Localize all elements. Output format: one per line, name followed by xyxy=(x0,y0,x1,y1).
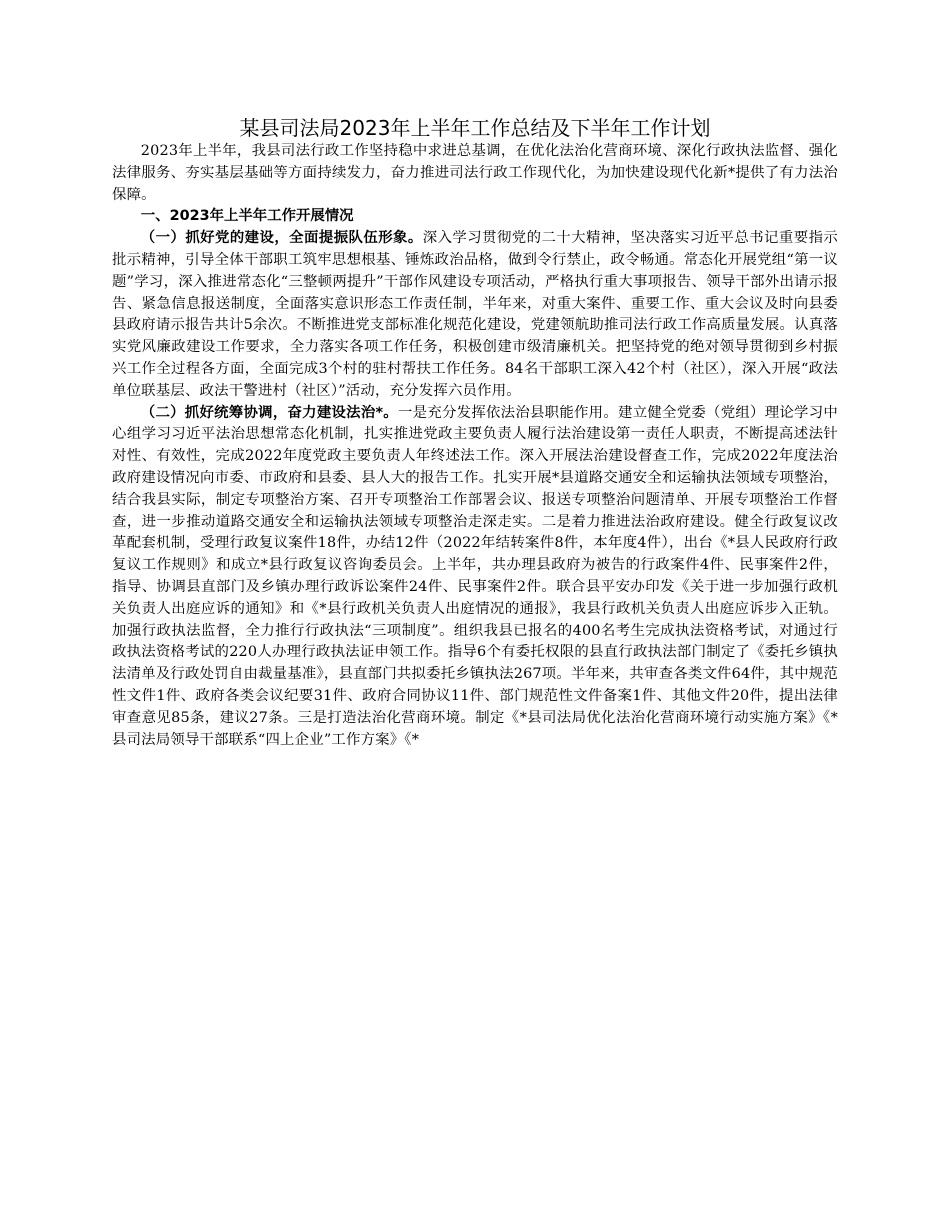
item-text-1: 深入学习贯彻党的二十大精神，坚决落实习近平总书记重要指示批示精神，引导全体干部职工筑牢思想根基、锤炼政治品格，做到令行禁止，政令畅通。常态化开展党组“第一议题”学习，深入推进常态化“三整顿两提升”干部作风建设专项活动，严格执行重大事项报告、领导干部外出请示报告、紧急信息报送制度，全面落实意识形态工作责任制，半年来，对重大案件、重要工作、重大会议及时向县委县政府请示报告共计5余次。不断推进党支部标准化规范化建设，党建领航助推司法行政工作高质量发展。认真落实党风廉政建设工作要求，全力落实各项工作任务，积极创建市级清廉机关。把坚持党的绝对领导贯彻到乡村振兴工作全过程各方面，全面完成3个村的驻村帮扶工作任务。84名干部职工深入42个村（社区），深入开展“政法单位联基层、政法干警进村（社区）”活动，充分发挥六员作用。 xyxy=(112,230,838,399)
document-body xyxy=(112,141,838,751)
item-lead-1: （一）抓好党的建设，全面提振队伍形象。 xyxy=(140,230,423,247)
document-title: 某县司法局2023年上半年工作总结及下半年工作计划 xyxy=(239,116,711,140)
item-paragraph-1 xyxy=(112,228,838,402)
section-heading-1: 一、2023年上半年工作开展情况 xyxy=(140,208,354,225)
intro-paragraph: 2023年上半年，我县司法行政工作坚持稳中求进总基调，在优化法治化营商环境、深化行政执法监督、强化法律服务、夯实基层基础等方面持续发力，奋力推进司法行政工作现代化，为加快建设现代化新*提供了有力法治保障。 xyxy=(112,143,838,203)
item-paragraph-2 xyxy=(112,403,838,752)
item-text-2: 一是充分发挥依法治县职能作用。建立健全党委（党组）理论学习中心组学习习近平法治思想常态化机制，扎实推进党政主要负责人履行法治建设第一责任人职责，不断提高述法针对性、有效性，完成2022年度党政主要负责人年终述法工作。深入开展法治建设督查工作，完成2022年度法治政府建设情况向市委、市政府和县委、县人大的报告工作。扎实开展*县道路交通安全和运输执法领域专项整治，结合我县实际，制定专项整治方案、召开专项整治工作部署会议、报送专项整治问题清单、开展专项整治工作督查，进一步推动道路交通安全和运输执法领域专项整治走深走实。二是着力推进法治政府建设。健全行政复议改革配套机制，受理行政复议案件18件，办结12件（2022年结转案件8件，本年度4件），出台《*县人民政府行政复议工作规则》和成立*县行政复议咨询委员会。上半年，共办理县政府为被告的行政案件4件、民事案件2件，指导、协调县直部门及乡镇办理行政诉讼案件24件、民事案件2件。联合县平安办印发《关于进一步加强行政机关负责人出庭应诉的通知》和《*县行政机关负责人出庭情况的通报》，我县行政机关负责人出庭应诉步入正轨。加强行政执法监督，全力推行行政执法“三项制度”。组织我县已报名的400名考生完成执法资格考试，对通过行政执法资格考试的220人办理行政执法证申领工作。指导6个有委托权限的县直行政执法部门制定了《委托乡镇执法清单及行政处罚自由裁量基准》，县直部门共拟委托乡镇执法267项。半年来，共审查各类文件64件，其中规范性文件1件、政府各类会议纪要31件、政府合同协议11件、部门规范性文件备案1件、其他文件20件，提出法律审查意见85条，建议27条。三是打造法治化营商环境。制定《*县司法局优化法治化营商环境行动实施方案》《*县司法局领导干部联系“四上企业”工作方案》《* xyxy=(112,404,838,748)
item-lead-2: （二）抓好统筹协调，奋力建设法治*。 xyxy=(140,404,398,421)
